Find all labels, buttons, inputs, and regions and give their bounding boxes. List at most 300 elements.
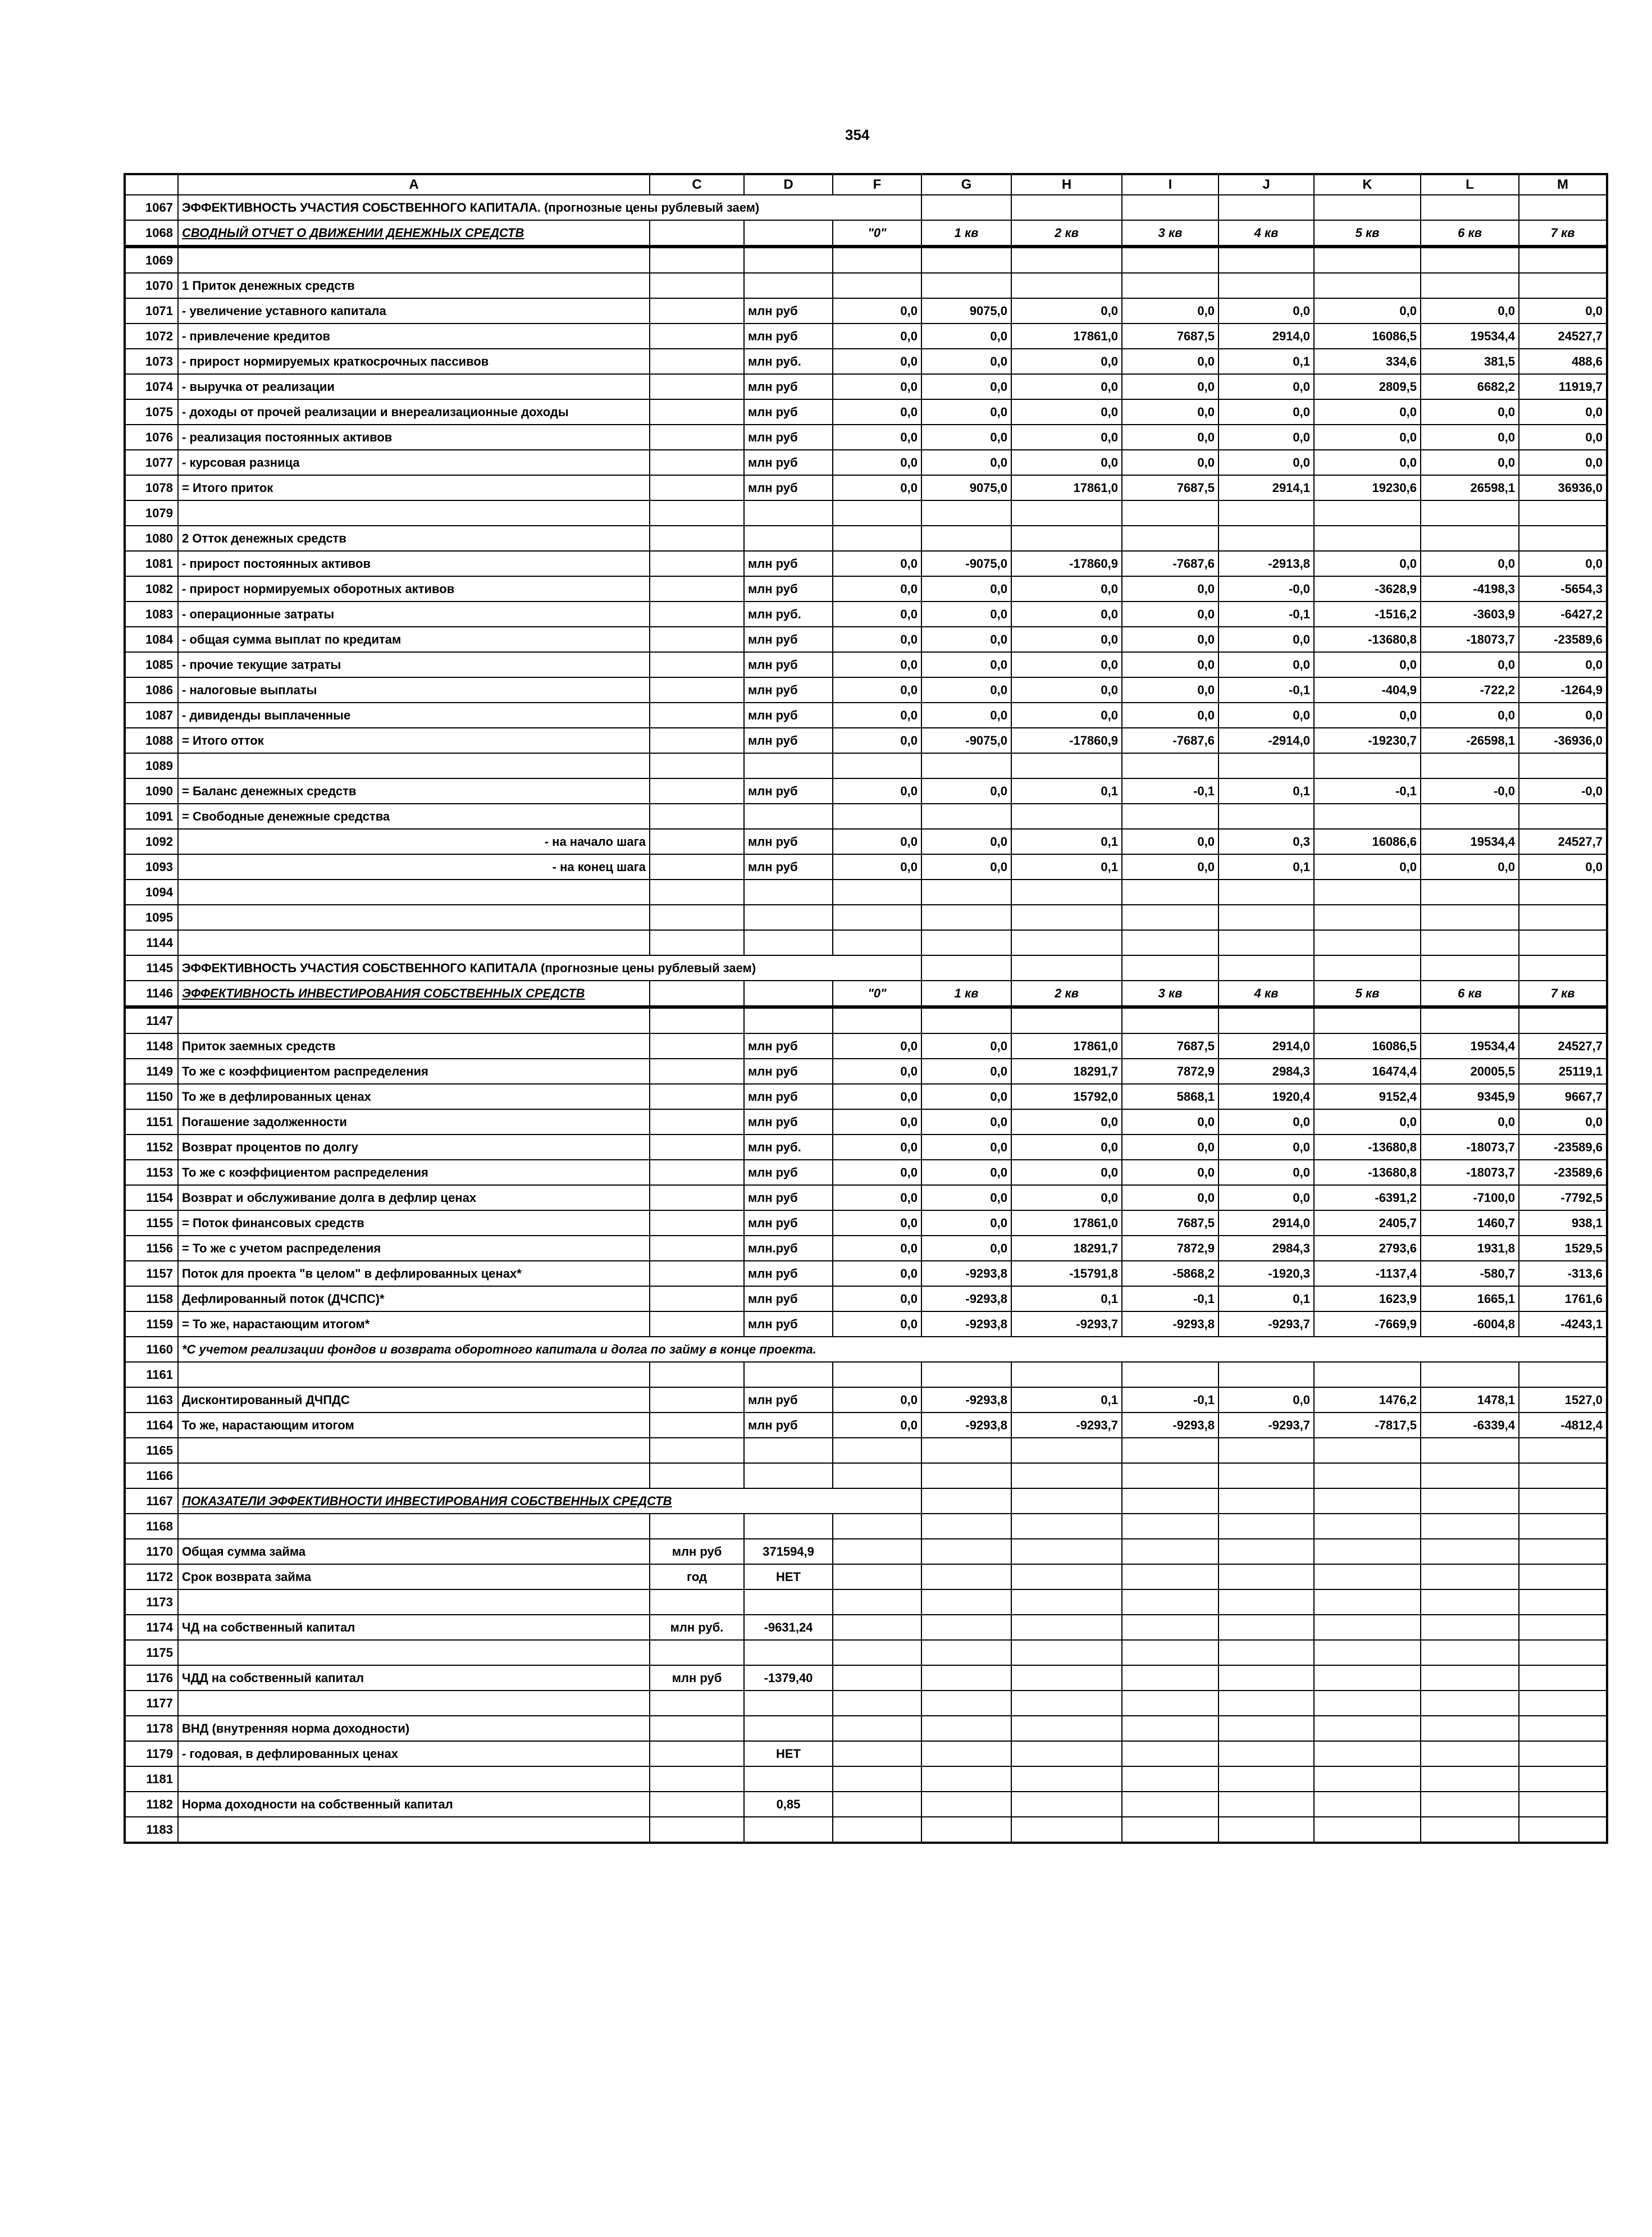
section-subtitle-row — [125, 981, 1607, 1007]
value-cell — [1122, 1362, 1219, 1387]
column-c-cell — [650, 778, 744, 804]
value-cell: 0,0 — [833, 1033, 921, 1059]
step-header: 2 кв — [1011, 981, 1122, 1007]
value-cell: 0,0 — [921, 602, 1011, 627]
column-c-cell — [650, 627, 744, 652]
value-cell: 0,0 — [1011, 425, 1122, 450]
empty-cell — [1122, 1564, 1219, 1589]
empty-cell — [1421, 1665, 1519, 1691]
value-cell: 0,0 — [1011, 677, 1122, 703]
empty-cell — [833, 1766, 921, 1792]
indicator-row — [125, 1514, 1607, 1539]
empty-cell — [1519, 1564, 1607, 1589]
value-cell: 0,0 — [1314, 425, 1421, 450]
unit-cell: млн руб — [744, 1059, 833, 1084]
empty-cell — [921, 1514, 1011, 1539]
row-number: 1093 — [125, 854, 178, 880]
row-number: 1161 — [125, 1362, 178, 1387]
value-cell — [1122, 1463, 1219, 1488]
empty-cell — [1011, 1589, 1122, 1615]
value-cell: -18073,7 — [1421, 1135, 1519, 1160]
table-row — [125, 1413, 1607, 1438]
column-c-cell — [650, 1084, 744, 1109]
unit-cell: млн руб — [744, 374, 833, 399]
empty-cell — [1314, 1741, 1421, 1766]
value-cell — [921, 905, 1011, 930]
value-cell: 17861,0 — [1011, 1033, 1122, 1059]
unit-cell — [744, 1438, 833, 1463]
column-header-i: I — [1122, 174, 1219, 195]
table-row — [125, 324, 1607, 349]
column-c-cell — [650, 1261, 744, 1286]
value-cell: 0,0 — [921, 349, 1011, 374]
unit-cell: млн руб — [744, 829, 833, 854]
value-cell: 0,0 — [1122, 349, 1219, 374]
value-cell — [1219, 930, 1314, 955]
value-cell: 0,0 — [921, 374, 1011, 399]
row-number: 1163 — [125, 1387, 178, 1413]
indicator-label — [178, 1766, 650, 1792]
empty-cell — [921, 1564, 1011, 1589]
value-cell: 0,0 — [1219, 450, 1314, 475]
empty-cell — [1011, 195, 1122, 220]
column-c-cell — [650, 425, 744, 450]
row-number: 1146 — [125, 981, 178, 1007]
empty-cell — [1219, 1615, 1314, 1640]
value-cell: 0,0 — [1219, 1160, 1314, 1185]
unit-cell: млн руб — [744, 1286, 833, 1311]
empty-cell — [1314, 1589, 1421, 1615]
empty-cell — [1421, 195, 1519, 220]
indicator-value: НЕТ — [744, 1741, 833, 1766]
empty-cell — [1122, 1691, 1219, 1716]
row-number: 1152 — [125, 1135, 178, 1160]
value-cell: 0,0 — [921, 1059, 1011, 1084]
value-cell — [1421, 247, 1519, 273]
value-cell — [1519, 526, 1607, 551]
value-cell — [1122, 500, 1219, 526]
value-cell: 0,0 — [1122, 677, 1219, 703]
section-subtitle-row — [125, 220, 1607, 247]
row-number: 1175 — [125, 1640, 178, 1665]
value-cell: 24527,7 — [1519, 324, 1607, 349]
value-cell: 9667,7 — [1519, 1084, 1607, 1109]
row-number: 1079 — [125, 500, 178, 526]
empty-cell — [1421, 1792, 1519, 1817]
column-c-cell — [650, 399, 744, 425]
value-cell: 1460,7 — [1421, 1210, 1519, 1236]
column-c-cell — [650, 1033, 744, 1059]
table-row — [125, 753, 1607, 778]
section-title: ПОКАЗАТЕЛИ ЭФФЕКТИВНОСТИ ИНВЕСТИРОВАНИЯ СОБСТВЕННЫХ СРЕДСТВ — [178, 1488, 921, 1514]
value-cell: -5654,3 — [1519, 576, 1607, 602]
empty-cell — [1122, 1615, 1219, 1640]
indicator-value: -1379,40 — [744, 1665, 833, 1691]
value-cell: -17860,9 — [1011, 728, 1122, 753]
value-cell: 7687,5 — [1122, 475, 1219, 500]
value-cell: 24527,7 — [1519, 829, 1607, 854]
value-cell: 0,0 — [1314, 703, 1421, 728]
empty-cell — [650, 981, 744, 1007]
empty-cell — [1122, 1716, 1219, 1741]
value-cell — [1421, 273, 1519, 298]
value-cell: -13680,8 — [1314, 1160, 1421, 1185]
empty-cell — [1421, 1640, 1519, 1665]
value-cell: 0,0 — [1011, 399, 1122, 425]
value-cell — [1122, 273, 1219, 298]
unit-cell: млн руб — [744, 1033, 833, 1059]
value-cell — [1011, 1362, 1122, 1387]
empty-cell — [1219, 955, 1314, 981]
row-number: 1076 — [125, 425, 178, 450]
indicator-label — [178, 1691, 650, 1716]
unit-cell: млн руб — [744, 652, 833, 677]
value-cell — [1011, 1463, 1122, 1488]
unit-cell — [744, 526, 833, 551]
value-cell: 0,0 — [1519, 425, 1607, 450]
row-number: 1148 — [125, 1033, 178, 1059]
value-cell: 0,0 — [1519, 551, 1607, 576]
value-cell: 0,0 — [833, 399, 921, 425]
value-cell: 0,0 — [833, 1160, 921, 1185]
empty-cell — [921, 1615, 1011, 1640]
row-number: 1167 — [125, 1488, 178, 1514]
step-header: "0" — [833, 220, 921, 247]
column-c-cell — [650, 1160, 744, 1185]
value-cell — [1314, 1362, 1421, 1387]
value-cell: 0,0 — [921, 778, 1011, 804]
value-cell: 0,0 — [921, 1033, 1011, 1059]
value-cell: 19534,4 — [1421, 829, 1519, 854]
indicator-value: 0,85 — [744, 1792, 833, 1817]
empty-cell — [1314, 1792, 1421, 1817]
column-c-cell — [650, 551, 744, 576]
value-cell: 334,6 — [1314, 349, 1421, 374]
indicator-unit — [650, 1691, 744, 1716]
row-number: 1069 — [125, 247, 178, 273]
value-cell: 0,0 — [1122, 425, 1219, 450]
empty-cell — [1219, 195, 1314, 220]
step-header: 5 кв — [1314, 220, 1421, 247]
value-cell: 2405,7 — [1314, 1210, 1421, 1236]
value-cell: 0,0 — [833, 374, 921, 399]
value-cell: 0,0 — [1219, 703, 1314, 728]
table-row — [125, 602, 1607, 627]
value-cell — [1219, 273, 1314, 298]
value-cell — [833, 1438, 921, 1463]
empty-cell — [1314, 1539, 1421, 1564]
value-cell: 0,0 — [921, 1135, 1011, 1160]
row-number: 1166 — [125, 1463, 178, 1488]
value-cell: -5868,2 — [1122, 1261, 1219, 1286]
empty-cell — [921, 1817, 1011, 1843]
empty-cell — [1421, 1741, 1519, 1766]
empty-cell — [1421, 1514, 1519, 1539]
value-cell — [1011, 880, 1122, 905]
value-cell: 0,0 — [1519, 399, 1607, 425]
indicator-label: - годовая, в дефлированных ценах — [178, 1741, 650, 1766]
value-cell — [921, 526, 1011, 551]
value-cell: 0,0 — [921, 399, 1011, 425]
column-c-cell — [650, 854, 744, 880]
row-number: 1157 — [125, 1261, 178, 1286]
step-header: 1 кв — [921, 220, 1011, 247]
row-label: - дивиденды выплаченные — [178, 703, 650, 728]
table-row — [125, 1007, 1607, 1033]
value-cell: -9293,7 — [1219, 1413, 1314, 1438]
step-header: 4 кв — [1219, 981, 1314, 1007]
empty-cell — [1519, 955, 1607, 981]
section-subtitle: ЭФФЕКТИВНОСТЬ ИНВЕСТИРОВАНИЯ СОБСТВЕННЫХ СРЕДСТВ — [178, 981, 650, 1007]
value-cell: 36936,0 — [1519, 475, 1607, 500]
table-row — [125, 829, 1607, 854]
row-number: 1094 — [125, 880, 178, 905]
value-cell — [921, 753, 1011, 778]
value-cell: 16086,5 — [1314, 1033, 1421, 1059]
table-row — [125, 703, 1607, 728]
indicator-row — [125, 1691, 1607, 1716]
value-cell: 0,0 — [833, 1135, 921, 1160]
empty-cell — [1519, 195, 1607, 220]
value-cell: -9293,8 — [921, 1261, 1011, 1286]
column-c-cell — [650, 930, 744, 955]
empty-cell — [1519, 1615, 1607, 1640]
value-cell: 0,0 — [833, 1210, 921, 1236]
row-label: - на начало шага — [178, 829, 650, 854]
value-cell — [833, 753, 921, 778]
indicator-value — [744, 1716, 833, 1741]
value-cell: 16474,4 — [1314, 1059, 1421, 1084]
row-label: - прирост нормируемых краткосрочных пассивов — [178, 349, 650, 374]
row-number: 1156 — [125, 1236, 178, 1261]
indicator-value — [744, 1691, 833, 1716]
value-cell — [1421, 1007, 1519, 1033]
table-row — [125, 1387, 1607, 1413]
value-cell: 0,0 — [921, 854, 1011, 880]
indicator-unit: млн руб — [650, 1665, 744, 1691]
value-cell: -0,1 — [1219, 677, 1314, 703]
empty-cell — [1314, 195, 1421, 220]
value-cell: 0,0 — [921, 1160, 1011, 1185]
value-cell — [1011, 930, 1122, 955]
column-c-cell — [650, 652, 744, 677]
value-cell — [1314, 880, 1421, 905]
column-c-cell — [650, 324, 744, 349]
value-cell — [1122, 930, 1219, 955]
value-cell: 0,0 — [1219, 1135, 1314, 1160]
indicator-label: ЧД на собственный капитал — [178, 1615, 650, 1640]
step-header: 1 кв — [921, 981, 1011, 1007]
value-cell: 0,0 — [1421, 450, 1519, 475]
unit-cell: млн руб — [744, 1185, 833, 1210]
empty-cell — [744, 981, 833, 1007]
row-label — [178, 905, 650, 930]
column-c-cell — [650, 273, 744, 298]
value-cell — [921, 1007, 1011, 1033]
row-number: 1086 — [125, 677, 178, 703]
table-row — [125, 298, 1607, 324]
value-cell: 0,0 — [1421, 399, 1519, 425]
value-cell — [1219, 526, 1314, 551]
value-cell: -1920,3 — [1219, 1261, 1314, 1286]
row-number: 1155 — [125, 1210, 178, 1236]
value-cell: 1478,1 — [1421, 1387, 1519, 1413]
value-cell: 0,0 — [921, 1084, 1011, 1109]
column-c-cell — [650, 349, 744, 374]
value-cell — [1219, 247, 1314, 273]
unit-cell: млн руб — [744, 778, 833, 804]
value-cell: 0,0 — [1519, 703, 1607, 728]
row-label: = То же с учетом распределения — [178, 1236, 650, 1261]
unit-cell: млн руб — [744, 1387, 833, 1413]
value-cell: 1665,1 — [1421, 1286, 1519, 1311]
value-cell — [1314, 1438, 1421, 1463]
value-cell: -6391,2 — [1314, 1185, 1421, 1210]
table-row — [125, 1033, 1607, 1059]
empty-cell — [1519, 1514, 1607, 1539]
value-cell: 0,0 — [833, 1387, 921, 1413]
value-cell — [833, 1007, 921, 1033]
value-cell: 0,1 — [1011, 1286, 1122, 1311]
row-number: 1067 — [125, 195, 178, 220]
unit-cell: млн руб — [744, 1413, 833, 1438]
empty-cell — [1122, 1640, 1219, 1665]
empty-cell — [1011, 1792, 1122, 1817]
indicator-unit — [650, 1640, 744, 1665]
value-cell — [921, 1362, 1011, 1387]
empty-cell — [1219, 1589, 1314, 1615]
value-cell: 0,0 — [833, 1084, 921, 1109]
value-cell: 0,0 — [833, 1286, 921, 1311]
row-number: 1172 — [125, 1564, 178, 1589]
row-number: 1176 — [125, 1665, 178, 1691]
empty-cell — [1011, 1766, 1122, 1792]
empty-cell — [1314, 1640, 1421, 1665]
row-number: 1178 — [125, 1716, 178, 1741]
empty-cell — [1122, 1817, 1219, 1843]
table-row — [125, 854, 1607, 880]
value-cell: 0,0 — [1122, 576, 1219, 602]
value-cell: -7792,5 — [1519, 1185, 1607, 1210]
value-cell: -3603,9 — [1421, 602, 1519, 627]
indicator-label — [178, 1514, 650, 1539]
value-cell — [1011, 804, 1122, 829]
indicator-value: 371594,9 — [744, 1539, 833, 1564]
value-cell — [833, 526, 921, 551]
row-number: 1145 — [125, 955, 178, 981]
value-cell: 0,0 — [1314, 854, 1421, 880]
value-cell: 0,0 — [1421, 551, 1519, 576]
unit-cell: млн руб — [744, 677, 833, 703]
indicator-label: Срок возврата займа — [178, 1564, 650, 1589]
table-row — [125, 930, 1607, 955]
table-row — [125, 905, 1607, 930]
value-cell: 0,0 — [921, 425, 1011, 450]
column-c-cell — [650, 450, 744, 475]
unit-cell — [744, 273, 833, 298]
unit-cell — [744, 905, 833, 930]
value-cell: 0,0 — [1314, 652, 1421, 677]
row-label: То же в дефлированных ценах — [178, 1084, 650, 1109]
value-cell: 0,1 — [1219, 854, 1314, 880]
value-cell: 26598,1 — [1421, 475, 1519, 500]
row-number: 1087 — [125, 703, 178, 728]
value-cell: 2914,0 — [1219, 324, 1314, 349]
value-cell: 7687,5 — [1122, 324, 1219, 349]
empty-cell — [1421, 1488, 1519, 1514]
value-cell: 0,1 — [1219, 349, 1314, 374]
column-header-a: A — [178, 174, 650, 195]
table-row — [125, 728, 1607, 753]
step-header: 7 кв — [1519, 981, 1607, 1007]
value-cell: 0,0 — [833, 1261, 921, 1286]
row-label: Приток заемных средств — [178, 1033, 650, 1059]
value-cell: 0,0 — [1421, 425, 1519, 450]
indicator-unit — [650, 1716, 744, 1741]
table-row — [125, 273, 1607, 298]
row-number: 1164 — [125, 1413, 178, 1438]
value-cell — [921, 880, 1011, 905]
value-cell — [1219, 804, 1314, 829]
value-cell: 0,0 — [921, 1210, 1011, 1236]
row-label: - прирост постоянных активов — [178, 551, 650, 576]
indicator-label: ЧДД на собственный капитал — [178, 1665, 650, 1691]
empty-cell — [1314, 1564, 1421, 1589]
value-cell — [833, 500, 921, 526]
value-cell: 0,0 — [921, 1109, 1011, 1135]
empty-cell — [1122, 955, 1219, 981]
value-cell: 7872,9 — [1122, 1059, 1219, 1084]
indicator-unit: год — [650, 1564, 744, 1589]
step-header: 6 кв — [1421, 981, 1519, 1007]
value-cell: 0,0 — [1011, 602, 1122, 627]
section-title: ЭФФЕКТИВНОСТЬ УЧАСТИЯ СОБСТВЕННОГО КАПИТАЛА (прогнозные цены рублевый заем) — [178, 955, 921, 981]
unit-cell: млн руб — [744, 1160, 833, 1185]
value-cell: 11919,7 — [1519, 374, 1607, 399]
row-number: 1084 — [125, 627, 178, 652]
value-cell — [1219, 1362, 1314, 1387]
row-number: 1071 — [125, 298, 178, 324]
empty-cell — [1122, 1488, 1219, 1514]
indicator-label: Норма доходности на собственный капитал — [178, 1792, 650, 1817]
empty-cell — [1314, 1817, 1421, 1843]
value-cell: 0,0 — [921, 652, 1011, 677]
section-title-row — [125, 195, 1607, 220]
value-cell — [1421, 753, 1519, 778]
indicator-row — [125, 1817, 1607, 1843]
value-cell — [1011, 526, 1122, 551]
value-cell: 0,0 — [1122, 1185, 1219, 1210]
column-header-k: K — [1314, 174, 1421, 195]
empty-cell — [1219, 1640, 1314, 1665]
row-label — [178, 753, 650, 778]
value-cell — [1314, 753, 1421, 778]
unit-cell: млн руб — [744, 324, 833, 349]
value-cell: -313,6 — [1519, 1261, 1607, 1286]
value-cell — [1519, 273, 1607, 298]
value-cell — [1421, 905, 1519, 930]
row-label: 2 Отток денежных средств — [178, 526, 650, 551]
empty-cell — [1519, 1640, 1607, 1665]
section-title-row — [125, 1488, 1607, 1514]
column-header-l: L — [1421, 174, 1519, 195]
unit-cell: млн руб — [744, 1261, 833, 1286]
row-label: - на конец шага — [178, 854, 650, 880]
row-label — [178, 1463, 650, 1488]
empty-cell — [1219, 1539, 1314, 1564]
empty-cell — [1314, 1766, 1421, 1792]
empty-cell — [1219, 1817, 1314, 1843]
